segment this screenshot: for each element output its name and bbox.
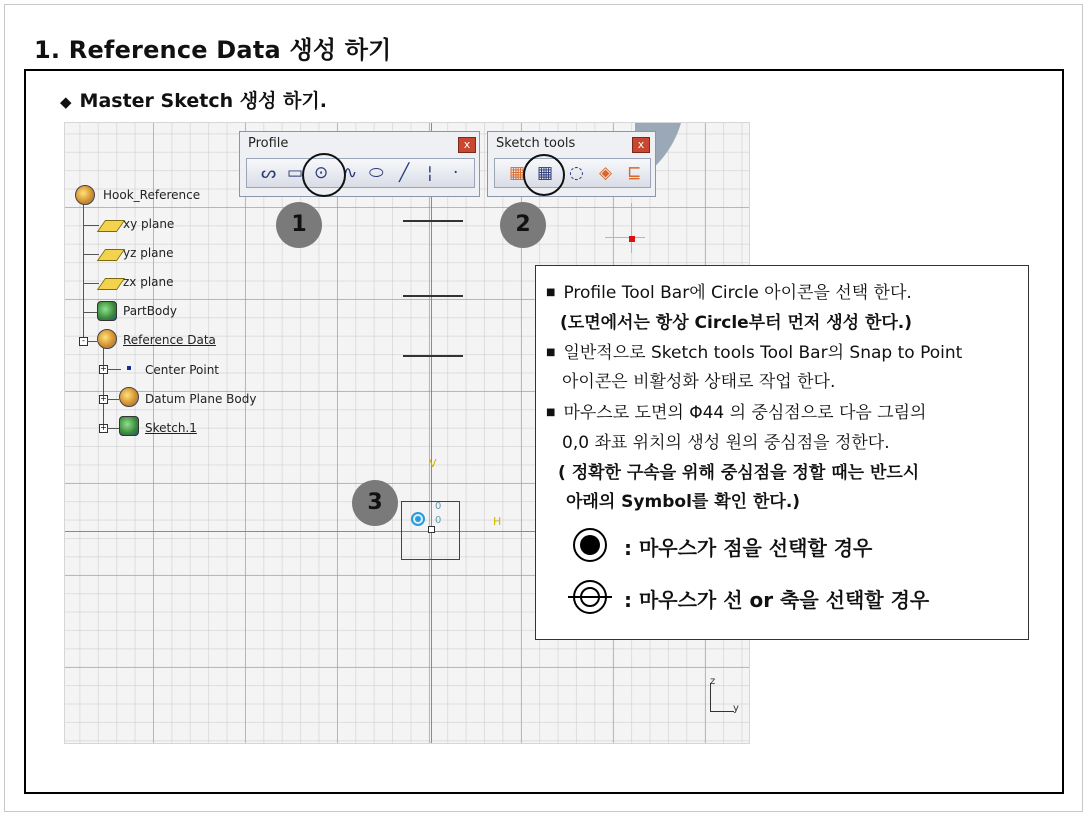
profile-icon[interactable]: ᔕ	[261, 163, 277, 183]
sketch-line[interactable]	[403, 355, 463, 357]
sketch-tools-icon-strip	[494, 158, 651, 188]
line-icon[interactable]: ╱	[399, 163, 410, 183]
spline-icon[interactable]: ∿	[343, 163, 358, 183]
sketch-tools-toolbar-title: Sketch tools	[496, 136, 576, 151]
step-badge-2: 2	[500, 202, 546, 248]
expand-icon[interactable]: +	[100, 423, 107, 432]
symbol-point-text: : 마우스가 점을 선택할 경우	[624, 536, 873, 560]
instruction-line: ■ Profile Tool Bar에 Circle 아이콘을 선택 한다.	[546, 283, 912, 303]
instruction-line: (도면에서는 항상 Circle부터 먼저 생성 한다.)	[560, 313, 913, 333]
point-crosshair-h	[605, 237, 645, 238]
tree-item-zx-plane[interactable]: zx plane	[123, 275, 174, 289]
axis-h-label: H	[493, 515, 502, 528]
instruction-line: 아래의 Symbol를 확인 한다.)	[566, 492, 801, 512]
geometric-set-icon[interactable]	[119, 387, 139, 407]
plane-icon[interactable]	[97, 278, 125, 290]
point-tool-icon[interactable]: ·	[453, 163, 459, 183]
sub-title	[60, 86, 327, 113]
instruction-line: 0,0 좌표 위치의 생성 원의 중심점을 정한다.	[562, 433, 890, 453]
tree-item-hook-reference[interactable]: Hook_Reference	[103, 188, 201, 202]
origin-label: 0	[435, 515, 442, 526]
symbol-line-text: : 마우스가 선 or 축을 선택할 경우	[624, 588, 930, 612]
instruction-line: 아이콘은 비활성화 상태로 작업 한다.	[562, 372, 836, 392]
bullet-icon: ■	[546, 287, 556, 298]
step-badge-1: 1	[276, 202, 322, 248]
bullet-icon: ■	[546, 347, 556, 358]
tree-item-xy-plane[interactable]: xy plane	[123, 217, 175, 231]
tree-item-center-point[interactable]: Center Point	[145, 363, 219, 377]
line-select-symbol-icon	[568, 579, 612, 615]
snap-point-dot	[415, 516, 421, 522]
instruction-line: ( 정확한 구속을 위해 중심점을 정할 때는 반드시	[558, 463, 920, 483]
snap-to-point-icon[interactable]: ▦	[537, 163, 554, 183]
collapse-icon[interactable]: -	[79, 337, 88, 346]
tree-item-datum-plane-body[interactable]: Datum Plane Body	[145, 392, 257, 406]
compass-z-label: z	[710, 676, 716, 687]
geometric-set-icon[interactable]	[97, 329, 117, 349]
bullet-icon: ■	[546, 407, 556, 418]
plane-icon[interactable]	[97, 220, 125, 232]
profile-toolbar-title: Profile	[248, 136, 289, 151]
sketch-icon[interactable]	[119, 416, 139, 436]
tree-item-partbody[interactable]: PartBody	[123, 304, 177, 318]
rectangle-icon[interactable]: ▭	[287, 163, 304, 183]
origin-point[interactable]	[428, 526, 435, 533]
sketch-tools-toolbar[interactable]	[487, 131, 656, 197]
highlight-circle-snap	[523, 154, 565, 196]
point-crosshair-v	[631, 203, 632, 253]
sub-title-text: Master Sketch 생성 하기.	[79, 90, 327, 112]
geometric-constraints-icon[interactable]: ◈	[599, 163, 613, 183]
construction-element-icon[interactable]: ◌	[569, 163, 584, 183]
compass-axis	[710, 711, 734, 712]
point-icon[interactable]	[127, 366, 131, 370]
assembly-icon[interactable]	[75, 185, 95, 205]
dimensional-constraints-icon[interactable]: ⊑	[627, 163, 642, 183]
profile-toolbar[interactable]	[239, 131, 480, 197]
highlight-circle-profile	[302, 153, 346, 197]
expand-icon[interactable]: +	[100, 394, 107, 403]
expand-icon[interactable]: +	[100, 364, 107, 373]
instruction-line: ■ 일반적으로 Sketch tools Tool Bar의 Snap to Point	[546, 343, 963, 363]
diamond-icon: ◆	[60, 93, 72, 111]
close-icon[interactable]: x	[632, 137, 650, 153]
body-icon[interactable]	[97, 301, 117, 321]
instruction-line: ■ 마우스로 도면의 Φ44 의 중심점으로 다음 그림의	[546, 403, 927, 423]
step-badge-3: 3	[352, 480, 398, 526]
grid-icon[interactable]: ▦	[509, 163, 526, 183]
instruction-box	[535, 265, 1029, 640]
circle-icon[interactable]: ⊙	[314, 163, 329, 183]
compass-y-label: y	[733, 703, 739, 714]
red-point[interactable]	[629, 236, 635, 242]
sketch-line[interactable]	[403, 220, 463, 222]
compass-axis	[710, 683, 711, 711]
profile-icon-strip	[246, 158, 475, 188]
sketch-line[interactable]	[403, 295, 463, 297]
tree-item-sketch-1[interactable]: Sketch.1	[145, 421, 197, 435]
close-icon[interactable]: x	[458, 137, 476, 153]
axis-v-label: V	[429, 457, 437, 470]
axis-icon[interactable]: ¦	[427, 163, 433, 183]
tree-item-yz-plane[interactable]: yz plane	[123, 246, 174, 260]
plane-icon[interactable]	[97, 249, 125, 261]
vertical-axis[interactable]	[431, 123, 432, 744]
tree-item-reference-data[interactable]: Reference Data	[123, 333, 216, 347]
page-title: 1. Reference Data 생성 하기	[34, 36, 392, 64]
ellipse-icon[interactable]: ⬭	[369, 163, 384, 183]
point-select-symbol-icon	[572, 527, 608, 563]
origin-label: 0	[435, 501, 442, 512]
